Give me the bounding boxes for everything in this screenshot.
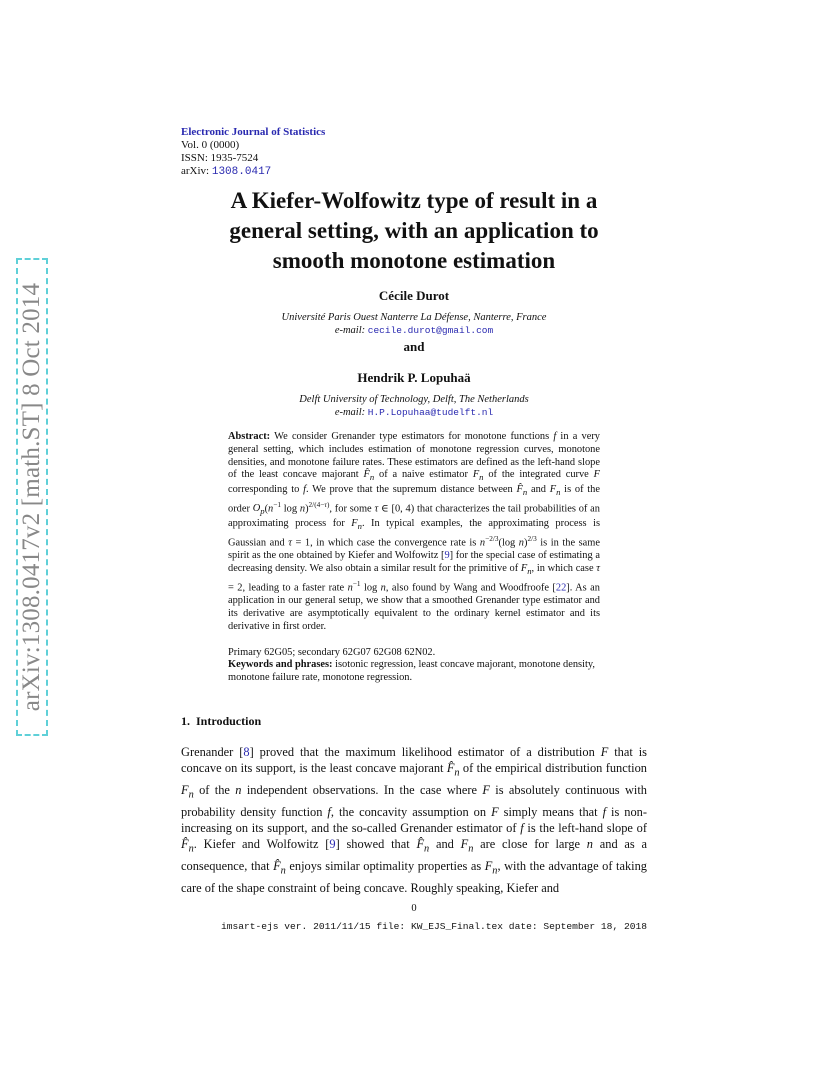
- author-2-email-link[interactable]: H.P.Lopuhaa@tudelft.nl: [367, 407, 494, 418]
- journal-header: [181, 126, 325, 179]
- author-1-email-row: [181, 324, 647, 338]
- author-1-email-link[interactable]: cecile.durot@gmail.com: [367, 325, 494, 336]
- author-2-name: Hendrik P. Lopuhaä: [357, 370, 471, 385]
- email-label: e-mail:: [334, 407, 366, 418]
- journal-volume: Vol. 0 (0000): [181, 139, 240, 151]
- page-number: 0: [411, 903, 417, 914]
- journal-issn: ISSN: 1935-7524: [181, 152, 259, 164]
- abstract-label: Abstract:: [228, 431, 271, 442]
- citation-link[interactable]: 22: [555, 582, 567, 594]
- citation-link[interactable]: 9: [444, 550, 450, 562]
- author-2-email-row: [181, 406, 647, 420]
- abstract: Abstract: We consider Grenander type estimators for monotone functions f in a very general setting, which includes estimation of monotone regression curves, monotone densities, and monotone failure rates. These estimators are defined as the left-hand slope of the least concave majorant $F̂_n$ of a naive estimator $F_n$ of the integrated curve F corresponding to f. We prove that the supremum distance between $F̂_n$ and $F_n$ is of the order $O_p(n^{-1}$ log n)$^{2/(4-\tau)}$, for some τ ∈ [0, 4) that characterizes the tail probabilities of an approximating process for $F_n$. In typical examples, the approximating process is Gaussian and τ = 1, in which case the convergence rate is $n^{-2/3}(\log$ n)$^{2/3}$ is in the same spirit as the one obtained by Kiefer and Wolfowitz [9] for the special case of estimating a decreasing density. We also obtain a similar result for the primitive of $F_n$, in which case τ = 2, leading to a faster rate $n^{-1}$ log n, also found by Wang and Woodfroofe [22]. As an application in our general setup, we show that a smoothed Grenander type estimator and its derivative are asymptotically equivalent to the ordinary kernel estimator and its derivative in first order.: [228, 431, 600, 632]
- journal-name[interactable]: Electronic Journal of Statistics: [181, 126, 326, 138]
- section-number: 1.: [181, 714, 190, 728]
- author-1-name: Cécile Durot: [378, 288, 450, 303]
- title-line-2: general setting, with an application to: [229, 218, 599, 243]
- author-1-affiliation: Université Paris Ouest Nanterre La Défense, Nanterre, France: [281, 312, 547, 323]
- arxiv-label: arXiv:: [181, 165, 210, 177]
- arxiv-line: [181, 165, 325, 179]
- arxiv-stamp-text: arXiv:1308.0417v2 [math.ST] 8 Oct 2014: [18, 282, 45, 712]
- citation-link[interactable]: 9: [329, 837, 336, 852]
- keywords-label: Keywords and phrases:: [228, 659, 333, 670]
- page-footer: imsart-ejs ver. 2011/11/15 file: KW_EJS_Final.tex date: September 18, 2018: [220, 921, 647, 932]
- section-title: Introduction: [196, 714, 262, 728]
- paper-title: [181, 186, 647, 276]
- title-line-3: smooth monotone estimation: [272, 248, 556, 273]
- keywords-text: isotonic regression, least concave majorant, monotone density, monotone failure rate, monotone regression.: [228, 659, 595, 683]
- citation-link[interactable]: 8: [243, 745, 250, 759]
- author-2-affiliation: Delft University of Technology, Delft, The Netherlands: [299, 394, 529, 405]
- intro-paragraph: Grenander [8] proved that the maximum likelihood estimator of a distribution F that is concave on its support, is the least concave majorant $F̂_n$ of the empirical distribution function $F_n$ of the n independent observations. In the case where F is absolutely continuous with probability density function f, the concavity assumption on F simply means that f is non-increasing on its support, and the so-called Grenander estimator of f is the left-hand slope of $F̂_n$. Kiefer and Wolfowitz [9] showed that $F̂_n$ and $F_n$ are close for large n and as a consequence, that $F̂_n$ enjoys similar optimality properties as $F_n$, with the advantage of taking care of the shape constraint of being concave. Roughly speaking, Kiefer and: [181, 745, 648, 895]
- arxiv-side-stamp: [16, 258, 48, 736]
- title-line-1: A Kiefer-Wolfowitz type of result in a: [230, 188, 598, 213]
- msc-classification: Primary 62G05; secondary 62G07 62G08 62N02.: [228, 647, 436, 658]
- keywords: [228, 659, 608, 684]
- section-heading: [181, 714, 261, 729]
- arxiv-id-link[interactable]: 1308.0417: [211, 166, 272, 178]
- authors-and: and: [403, 339, 425, 354]
- email-label: e-mail:: [334, 325, 366, 336]
